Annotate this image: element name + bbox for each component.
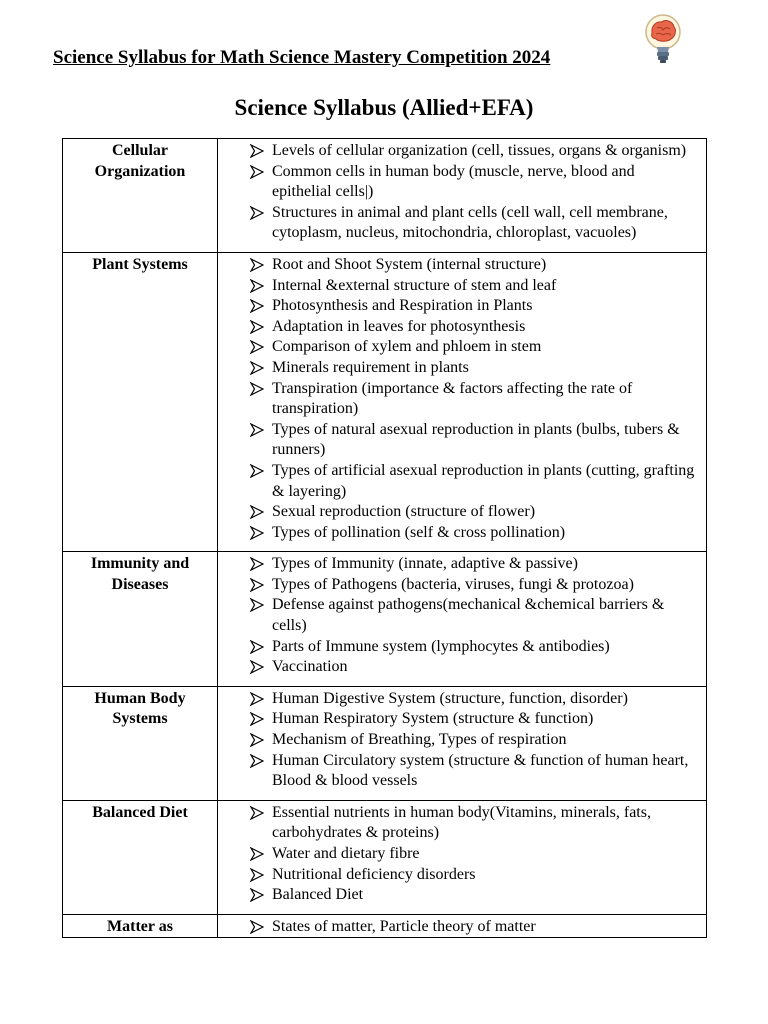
document-title: Science Syllabus for Math Science Mastery Competition 2024 <box>53 47 551 68</box>
section-row-matter-as <box>63 914 707 938</box>
section-points <box>218 552 707 687</box>
bullet-list <box>222 255 698 543</box>
list-item <box>222 637 698 658</box>
section-row-immunity-and-diseases <box>63 552 707 687</box>
list-item-text: Mechanism of Breathing, Types of respiration <box>272 731 567 749</box>
arrowhead-bullet-icon <box>250 340 264 354</box>
syllabus-table <box>62 138 707 938</box>
section-row-plant-systems <box>63 252 707 551</box>
arrowhead-bullet-icon <box>250 806 264 820</box>
list-item-text: Photosynthesis and Respiration in Plants <box>272 297 533 315</box>
arrowhead-bullet-icon <box>250 868 264 882</box>
section-points <box>218 914 707 938</box>
bullet-list <box>222 141 698 244</box>
arrowhead-bullet-icon <box>250 320 264 334</box>
list-item <box>222 751 698 792</box>
list-item <box>222 595 698 636</box>
list-item-text: Human Digestive System (structure, function, disorder) <box>272 689 628 707</box>
list-item <box>222 865 698 886</box>
arrowhead-bullet-icon <box>250 692 264 706</box>
section-topic: Immunity and Diseases <box>63 552 218 687</box>
list-item <box>222 885 698 906</box>
list-item <box>222 709 698 730</box>
section-points <box>218 252 707 551</box>
list-item <box>222 255 698 276</box>
section-topic: Cellular Organization <box>63 139 218 253</box>
section-points <box>218 139 707 253</box>
list-item <box>222 689 698 710</box>
bullet-list <box>222 689 698 792</box>
list-item-text: Types of Pathogens (bacteria, viruses, fungi & protozoa) <box>272 575 634 593</box>
section-topic: Plant Systems <box>63 252 218 551</box>
list-item-text: Types of natural asexual reproduction in plants (bulbs, tubers & runners) <box>272 420 680 459</box>
list-item-text: Balanced Diet <box>272 886 364 904</box>
arrowhead-bullet-icon <box>250 754 264 768</box>
list-item-text: Types of pollination (self & cross pollination) <box>272 523 566 541</box>
list-item <box>222 162 698 203</box>
arrowhead-bullet-icon <box>250 598 264 612</box>
arrowhead-bullet-icon <box>250 920 264 934</box>
list-item-text: Essential nutrients in human body(Vitamins, minerals, fats, carbohydrates & proteins) <box>272 803 651 842</box>
list-item-text: Internal &external structure of stem and leaf <box>272 276 557 294</box>
arrowhead-bullet-icon <box>250 279 264 293</box>
list-item-text: Transpiration (importance & factors affecting the rate of transpiration) <box>272 379 633 418</box>
section-points <box>218 800 707 914</box>
list-item-text: Types of Immunity (innate, adaptive & passive) <box>272 555 578 573</box>
list-item <box>222 575 698 596</box>
document-subtitle: Science Syllabus (Allied+EFA) <box>234 95 534 120</box>
list-item-text: Vaccination <box>272 658 348 676</box>
list-item <box>222 358 698 379</box>
arrowhead-bullet-icon <box>250 505 264 519</box>
list-item-text: Comparison of xylem and phloem in stem <box>272 338 542 356</box>
arrowhead-bullet-icon <box>250 733 264 747</box>
arrowhead-bullet-icon <box>250 165 264 179</box>
list-item <box>222 554 698 575</box>
arrowhead-bullet-icon <box>250 712 264 726</box>
list-item <box>222 203 698 244</box>
list-item <box>222 657 698 678</box>
arrowhead-bullet-icon <box>250 578 264 592</box>
list-item <box>222 296 698 317</box>
list-item-text: Structures in animal and plant cells (cell wall, cell membrane, cytoplasm, nucleus, mitochondria, chloroplast, vacuoles) <box>272 203 668 242</box>
page-header <box>0 0 768 130</box>
arrowhead-bullet-icon <box>250 144 264 158</box>
list-item <box>222 141 698 162</box>
list-item <box>222 730 698 751</box>
list-item-text: Root and Shoot System (internal structure) <box>272 255 547 273</box>
arrowhead-bullet-icon <box>250 526 264 540</box>
list-item <box>222 803 698 844</box>
arrowhead-bullet-icon <box>250 847 264 861</box>
list-item <box>222 317 698 338</box>
list-item-text: Levels of cellular organization (cell, tissues, organs & organism) <box>272 142 687 159</box>
list-item-text: States of matter, Particle theory of matter <box>272 917 536 935</box>
section-topic: Human Body Systems <box>63 686 218 800</box>
list-item <box>222 523 698 544</box>
list-item-text: Nutritional deficiency disorders <box>272 865 476 883</box>
arrowhead-bullet-icon <box>250 423 264 437</box>
arrowhead-bullet-icon <box>250 299 264 313</box>
arrowhead-bullet-icon <box>250 382 264 396</box>
list-item-text: Common cells in human body (muscle, nerve, blood and epithelial cells|) <box>272 162 635 201</box>
list-item-text: Human Circulatory system (structure & function of human heart, Blood & blood vessels <box>272 751 689 790</box>
arrowhead-bullet-icon <box>250 557 264 571</box>
list-item-text: Parts of Immune system (lymphocytes & antibodies) <box>272 637 610 655</box>
arrowhead-bullet-icon <box>250 258 264 272</box>
list-item-text: Minerals requirement in plants <box>272 358 469 376</box>
section-row-human-body-systems <box>63 686 707 800</box>
section-row-balanced-diet <box>63 800 707 914</box>
arrowhead-bullet-icon <box>250 660 264 674</box>
list-item-text: Defense against pathogens(mechanical &chemical barriers & cells) <box>272 596 665 635</box>
arrowhead-bullet-icon <box>250 464 264 478</box>
bullet-list <box>222 917 698 938</box>
section-topic: Matter as <box>63 914 218 938</box>
bullet-list <box>222 803 698 906</box>
arrowhead-bullet-icon <box>250 888 264 902</box>
section-row-cellular-organization <box>63 139 707 253</box>
list-item <box>222 276 698 297</box>
lightbulb-brain-icon <box>643 12 683 68</box>
section-points <box>218 686 707 800</box>
list-item-text: Sexual reproduction (structure of flower) <box>272 503 536 521</box>
list-item-text: Human Respiratory System (structure & function) <box>272 710 594 728</box>
list-item <box>222 337 698 358</box>
list-item-text: Water and dietary fibre <box>272 845 420 862</box>
list-item <box>222 379 698 420</box>
list-item <box>222 917 698 938</box>
list-item-text: Adaptation in leaves for photosynthesis <box>272 317 526 335</box>
section-topic: Balanced Diet <box>63 800 218 914</box>
list-item-text: Types of artificial asexual reproduction in plants (cutting, grafting & layering) <box>272 461 695 500</box>
list-item <box>222 502 698 523</box>
arrowhead-bullet-icon <box>250 640 264 654</box>
list-item <box>222 461 698 502</box>
arrowhead-bullet-icon <box>250 361 264 375</box>
list-item <box>222 420 698 461</box>
list-item <box>222 844 698 865</box>
arrowhead-bullet-icon <box>250 206 264 220</box>
bullet-list <box>222 554 698 678</box>
